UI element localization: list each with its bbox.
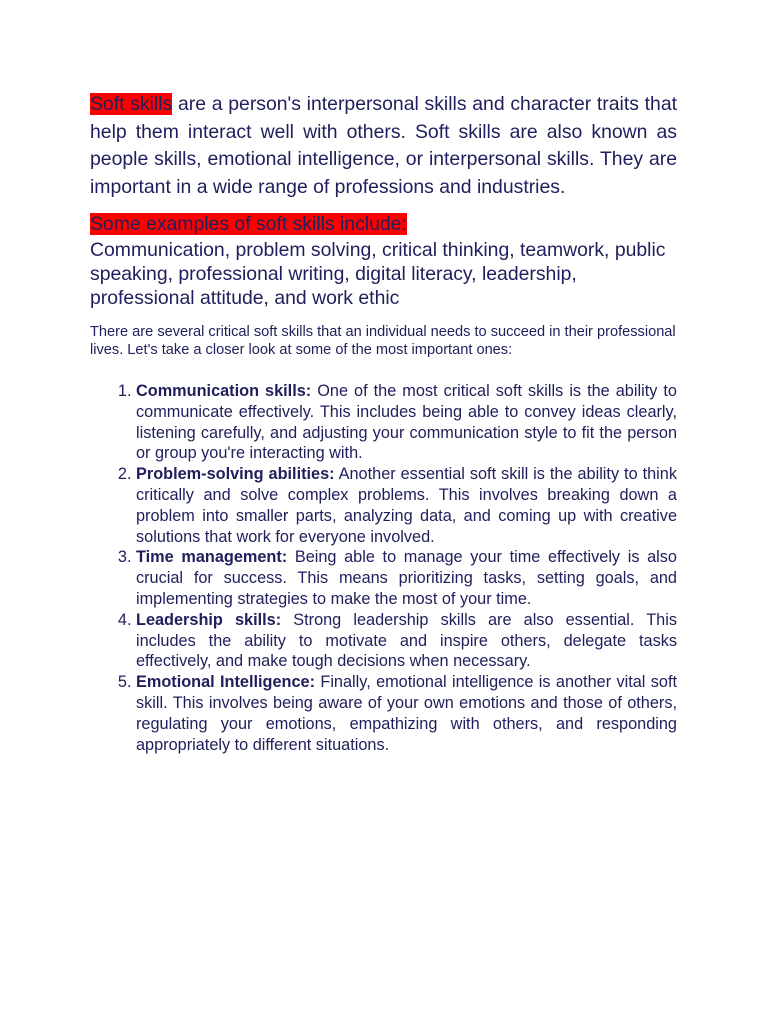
list-item <box>136 464 677 547</box>
skills-list <box>90 381 677 755</box>
examples-heading <box>90 212 677 236</box>
soft-skills-highlight: Soft skills <box>90 93 173 115</box>
skill-text: Finally, emotional intelligence is another vital soft skill. This involves being aware of your own emotions and those of others, regulating your emotions, empathizing with others, and responding appropriately to different situations. <box>136 673 677 754</box>
list-item <box>136 547 677 609</box>
skill-text: One of the most critical soft skills is the ability to communicate effectively. This includes being able to convey ideas clearly, listening carefully, and adjusting your communication style to fit the person or group you're interacting with. <box>136 382 677 463</box>
intro-paragraph <box>90 91 677 201</box>
skill-title: Time management: <box>136 548 288 567</box>
skill-title: Communication skills: <box>136 382 312 400</box>
skill-title: Emotional Intelligence: <box>136 673 316 692</box>
skill-title: Leadership skills: <box>136 610 282 629</box>
list-item <box>136 672 677 755</box>
skill-text: Strong leadership skills are also essential. This includes the ability to motivate and inspire others, delegate tasks effectively, and make tough decisions when necessary. <box>136 610 677 671</box>
skill-text: Another essential soft skill is the ability to think critically and solve complex problems. This involves breaking down a problem into smaller parts, analyzing data, and coming up with creative solutions that work for everyone involved. <box>136 465 677 546</box>
skill-title: Problem-solving abilities: <box>136 465 335 484</box>
intro-text: are a person's interpersonal skills and character traits that help them interact well with others. Soft skills are also known as people skills, emotional intelligence, or interpersonal skills. They are important in a wide range of professions and industries. <box>90 93 678 198</box>
skill-text: Being able to manage your time effectively is also crucial for success. This means prioritizing tasks, setting goals, and implementing strategies to make the most of your time. <box>136 548 677 608</box>
examples-heading-highlight: Some examples of soft skills include: <box>90 213 407 235</box>
context-paragraph: There are several critical soft skills that an individual needs to succeed in their professional lives. Let's take a closer look at some of the most important ones: <box>90 324 676 358</box>
list-item <box>136 381 677 464</box>
list-item <box>136 610 677 672</box>
document-page <box>90 91 677 755</box>
examples-list: Communication, problem solving, critical thinking, teamwork, public speaking, professional writing, digital literacy, leadership, professional attitude, and work ethic <box>90 239 666 309</box>
